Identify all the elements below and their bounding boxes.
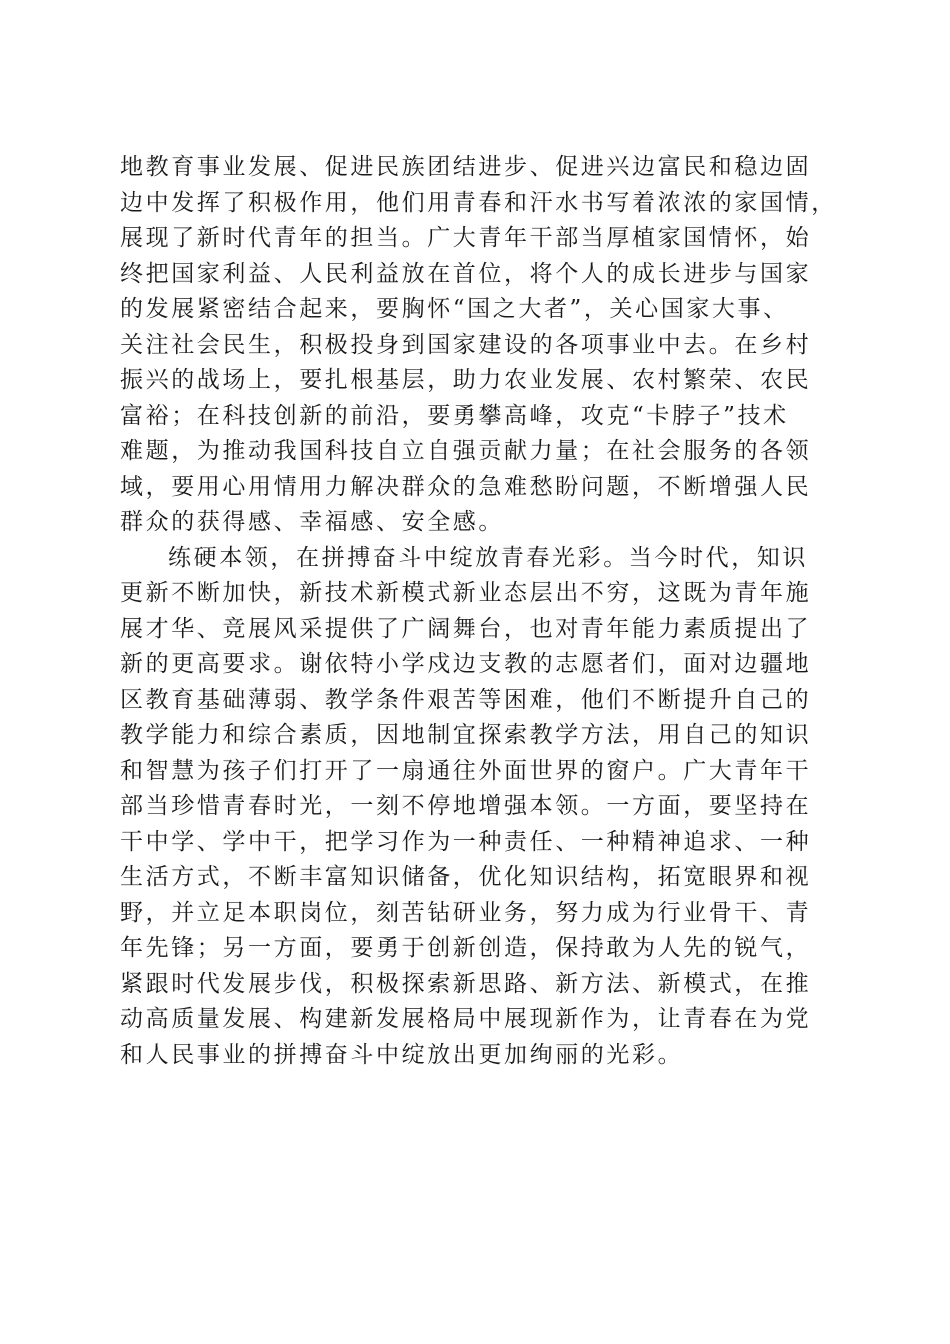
text-line: 野，并立足本职岗位，刻苦钻研业务，努力成为行业骨干、青	[120, 899, 812, 926]
text-line: 更新不断加快，新技术新模式新业态层出不穷，这既为青年施	[120, 580, 812, 606]
text-line: 富裕；在科技创新的前沿，要勇攀高峰，攻克“卡脖子”技术	[120, 402, 789, 429]
text-line: 年先锋；另一方面，要勇于创新创造，保持敢为人先的锐气，	[120, 935, 812, 961]
text-line: 群众的获得感、幸福感、安全感。	[120, 509, 504, 535]
text-line: 生活方式，不断丰富知识储备，优化知识结构，拓宽眼界和视	[120, 864, 812, 890]
text-line: 部当珍惜青春时光，一刻不停地增强本领。一方面，要坚持在	[120, 793, 812, 819]
text-line: 边中发挥了积极作用，他们用青春和汗水书写着浓浓的家国情，	[120, 189, 837, 216]
text-line: 关注社会民生，积极投身到国家建设的各项事业中去。在乡村	[120, 331, 812, 358]
text-line: 展才华、竞展风采提供了广阔舞台，也对青年能力素质提出了	[120, 615, 812, 642]
text-line: 地教育事业发展、促进民族团结进步、促进兴边富民和稳边固	[120, 154, 812, 180]
text-line: 难题，为推动我国科技自立自强贡献力量；在社会服务的各领	[120, 438, 812, 464]
body-text	[120, 150, 840, 1073]
text-line: 振兴的战场上，要扎根基层，助力农业发展、农村繁荣、农民	[120, 367, 812, 393]
text-line: 教学能力和综合素质，因地制宜探索教学方法，用自己的知识	[120, 722, 812, 748]
text-line: 的发展紧密结合起来，要胸怀“国之大者”，关心国家大事、	[120, 296, 789, 322]
text-line: 区教育基础薄弱、教学条件艰苦等困难，他们不断提升自己的	[120, 686, 812, 713]
text-line: 域，要用心用情用力解决群众的急难愁盼问题，不断增强人民	[120, 473, 812, 500]
paragraph-start-line: 练硬本领，在拼搏奋斗中绽放青春光彩。当今时代，知识	[168, 544, 808, 571]
text-line: 动高质量发展、构建新发展格局中展现新作为，让青春在为党	[120, 1006, 812, 1032]
text-line: 紧跟时代发展步伐，积极探索新思路、新方法、新模式，在推	[120, 970, 812, 997]
text-line: 和人民事业的拼搏奋斗中绽放出更加绚丽的光彩。	[120, 1041, 684, 1068]
text-line: 新的更高要求。谢依特小学戍边支教的志愿者们，面对边疆地	[120, 651, 812, 677]
text-line: 展现了新时代青年的担当。广大青年干部当厚植家国情怀，始	[120, 225, 812, 251]
text-line: 终把国家利益、人民利益放在首位，将个人的成长进步与国家	[120, 260, 812, 287]
text-line: 和智慧为孩子们打开了一扇通往外面世界的窗户。广大青年干	[120, 757, 812, 784]
text-line: 干中学、学中干，把学习作为一种责任、一种精神追求、一种	[120, 828, 812, 855]
